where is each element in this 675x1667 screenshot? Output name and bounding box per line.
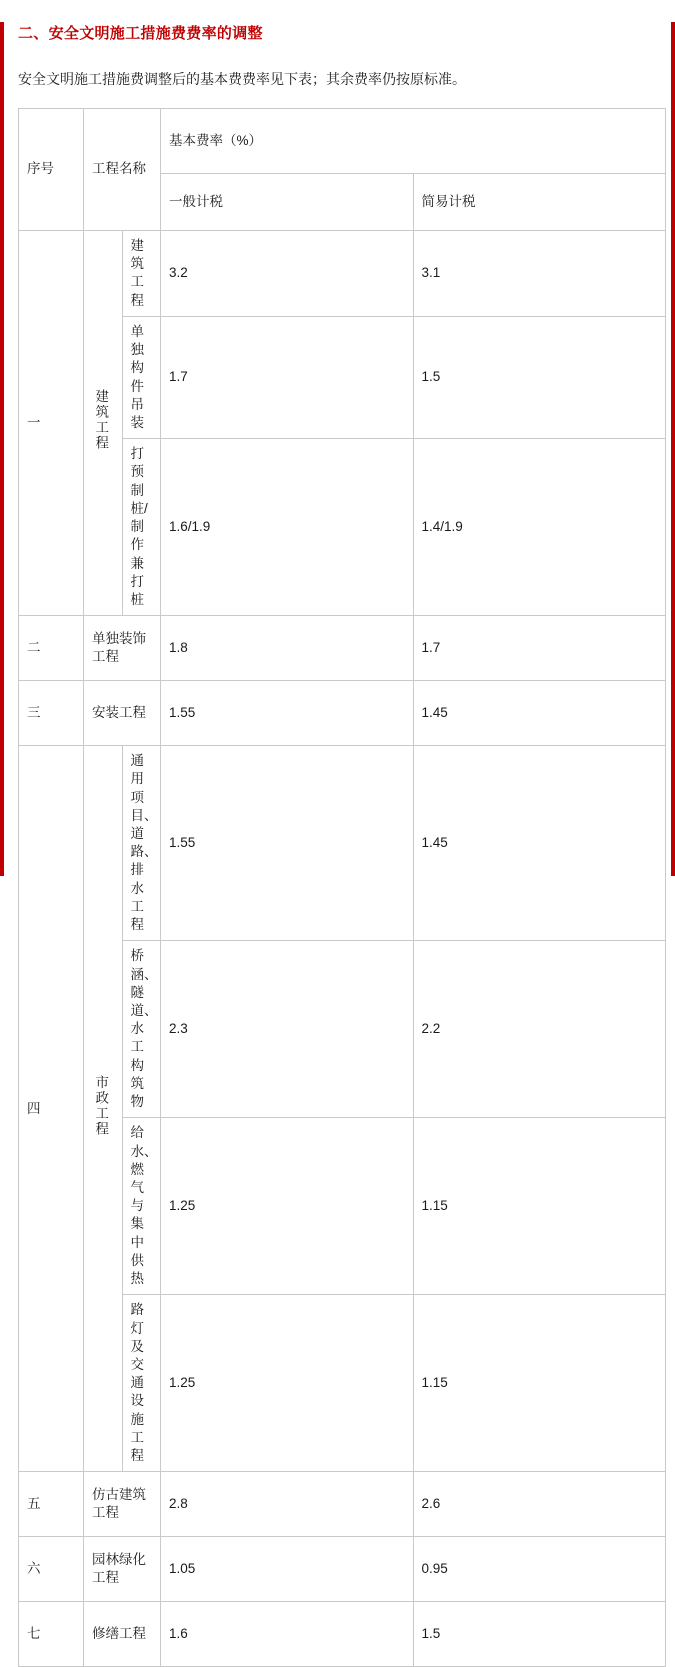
row-simple-tax: 0.95 — [413, 1537, 666, 1602]
header-general-tax: 一般计税 — [161, 174, 414, 231]
row-group-name: 仿古建筑工程 — [84, 1472, 161, 1537]
section-title: 二、安全文明施工措施费费率的调整 — [18, 25, 263, 42]
row-sub-item: 给水、燃气与集中供热 — [122, 1118, 161, 1295]
row-no: 七 — [19, 1602, 84, 1667]
row-general-tax: 1.6 — [161, 1602, 414, 1667]
table-row — [19, 231, 666, 317]
document-page — [0, 22, 675, 1642]
row-group-name: 市政工程 — [84, 746, 123, 1472]
row-general-tax: 2.3 — [161, 941, 414, 1118]
row-sub-item: 路灯及交通设施工程 — [122, 1295, 161, 1472]
row-simple-tax: 1.15 — [413, 1118, 666, 1295]
row-simple-tax: 1.4/1.9 — [413, 439, 666, 616]
left-accent-rule — [0, 22, 4, 876]
row-general-tax: 1.25 — [161, 1118, 414, 1295]
row-general-tax: 1.05 — [161, 1537, 414, 1602]
right-accent-rule — [671, 22, 675, 876]
header-project-name: 工程名称 — [84, 109, 161, 231]
row-no: 三 — [19, 681, 84, 746]
row-group-name: 建筑工程 — [84, 231, 123, 616]
row-simple-tax: 1.5 — [413, 1602, 666, 1667]
row-group-name: 园林绿化工程 — [84, 1537, 161, 1602]
header-no: 序号 — [19, 109, 84, 231]
row-simple-tax: 1.7 — [413, 616, 666, 681]
row-simple-tax: 2.6 — [413, 1472, 666, 1537]
row-sub-item: 通用项目、道路、排水工程 — [122, 746, 161, 941]
row-general-tax: 1.6/1.9 — [161, 439, 414, 616]
intro-paragraph: 安全文明施工措施费调整后的基本费费率见下表；其余费率仍按原标准。 — [18, 71, 466, 87]
row-group-name: 单独装饰工程 — [84, 616, 161, 681]
row-no: 四 — [19, 746, 84, 1472]
header-base-rate: 基本费率（%） — [161, 109, 666, 174]
row-simple-tax: 2.2 — [413, 941, 666, 1118]
row-sub-item: 打预制桩/制作兼打桩 — [122, 439, 161, 616]
table-row — [19, 746, 666, 941]
row-no: 二 — [19, 616, 84, 681]
row-general-tax: 1.55 — [161, 681, 414, 746]
table-row — [19, 1602, 666, 1667]
table-row — [19, 1472, 666, 1537]
table-row — [19, 1537, 666, 1602]
row-no: 六 — [19, 1537, 84, 1602]
table-row — [19, 616, 666, 681]
row-sub-item: 单独构件吊装 — [122, 316, 161, 438]
row-general-tax: 1.25 — [161, 1295, 414, 1472]
row-sub-item: 建筑工程 — [122, 231, 161, 317]
row-simple-tax: 1.15 — [413, 1295, 666, 1472]
row-simple-tax: 1.45 — [413, 746, 666, 941]
row-simple-tax: 1.5 — [413, 316, 666, 438]
table-row — [19, 681, 666, 746]
row-simple-tax: 3.1 — [413, 231, 666, 317]
row-general-tax: 1.55 — [161, 746, 414, 941]
row-general-tax: 2.8 — [161, 1472, 414, 1537]
row-simple-tax: 1.45 — [413, 681, 666, 746]
table-header-row-1 — [19, 109, 666, 174]
row-general-tax: 1.8 — [161, 616, 414, 681]
row-general-tax: 3.2 — [161, 231, 414, 317]
row-general-tax: 1.7 — [161, 316, 414, 438]
row-no: 五 — [19, 1472, 84, 1537]
row-sub-item: 桥涵、隧道、水工构筑物 — [122, 941, 161, 1118]
row-group-name: 修缮工程 — [84, 1602, 161, 1667]
header-simple-tax: 简易计税 — [413, 174, 666, 231]
rate-table — [18, 108, 666, 1667]
row-group-name: 安装工程 — [84, 681, 161, 746]
row-no: 一 — [19, 231, 84, 616]
